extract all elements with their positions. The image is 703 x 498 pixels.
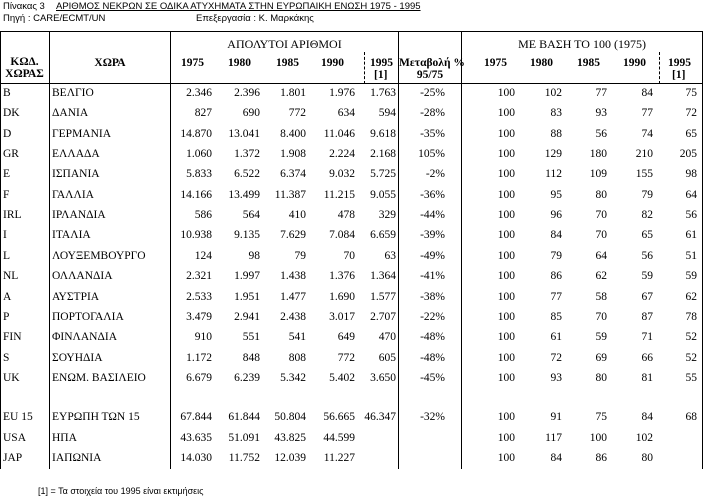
cell-index-1995: 64	[685, 189, 697, 201]
cell-change: -2%	[425, 168, 445, 180]
cell-index-1980: 83	[550, 107, 562, 119]
cell-1975: 14.166	[180, 189, 212, 201]
cell-index-1995: 62	[685, 291, 697, 303]
cell-code: A	[3, 291, 12, 303]
cell-1975: 2.533	[186, 291, 212, 303]
table-number: Πίνακας 3	[3, 1, 45, 12]
cell-1985: 7.629	[280, 229, 306, 241]
cell-index-1990: 74	[641, 128, 653, 140]
cell-country: ΕΥΡΩΠΗ ΤΩΝ 15	[52, 411, 140, 423]
cell-change: -35%	[420, 128, 445, 140]
cell-1995: 6.659	[370, 229, 396, 241]
cell-1995: 5.725	[370, 168, 396, 180]
cell-index-1995: 68	[685, 411, 697, 423]
cell-index-1990: 71	[641, 331, 653, 343]
cell-code: S	[3, 352, 10, 364]
cell-code: P	[3, 311, 10, 323]
cell-1995: 1.577	[370, 291, 396, 303]
cell-country: ΦΙΝΛΑΝΔΙΑ	[52, 331, 118, 343]
header-index-1995: 1995	[668, 57, 691, 69]
cell-1995: 470	[378, 331, 396, 343]
cell-index-1980: 129	[544, 148, 562, 160]
cell-change: -39%	[420, 229, 445, 241]
cell-1985: 1.908	[280, 148, 306, 160]
cell-1975: 43.635	[180, 432, 212, 444]
cell-country: ΑΥΣΤΡΙΑ	[52, 291, 100, 303]
cell-code: FIN	[3, 331, 22, 343]
cell-country: ΕΛΛΑΔΑ	[52, 148, 100, 160]
header-change-line1: Μεταβολή %	[399, 57, 465, 69]
cell-code: USA	[3, 432, 27, 444]
code-column-divider	[49, 31, 50, 469]
cell-index-1990: 65	[641, 229, 653, 241]
cell-country: ΠΟΡΤΟΓΑΛΙΑ	[52, 311, 124, 323]
cell-country: ΣΟΥΗΔΙΑ	[52, 352, 103, 364]
cell-index-1990: 155	[635, 168, 653, 180]
cell-1995: 2.707	[370, 311, 396, 323]
cell-change: -48%	[420, 331, 445, 343]
cell-index-1975: 100	[497, 168, 515, 180]
table-top-border	[0, 31, 703, 32]
cell-1985: 1.438	[280, 270, 306, 282]
cell-index-1985: 80	[595, 372, 607, 384]
cell-1975: 1.172	[186, 352, 212, 364]
cell-index-1990: 80	[641, 452, 653, 464]
cell-1995: 3.650	[370, 372, 396, 384]
cell-code: I	[3, 229, 7, 241]
cell-1985: 1.801	[280, 87, 306, 99]
cell-index-1990: 84	[641, 87, 653, 99]
cell-index-1995: 72	[685, 107, 697, 119]
cell-country: ΙΡΛΑΝΔΙΑ	[52, 209, 106, 221]
cell-index-1980: 93	[550, 372, 562, 384]
cell-1980: 564	[242, 209, 260, 221]
cell-1975: 3.479	[186, 311, 212, 323]
cell-code: NL	[3, 270, 19, 282]
cell-1975: 67.844	[180, 411, 212, 423]
cell-1975: 1.060	[186, 148, 212, 160]
cell-1980: 9.135	[234, 229, 260, 241]
cell-index-1995: 98	[685, 168, 697, 180]
cell-code: L	[3, 250, 11, 262]
cell-1985: 1.477	[280, 291, 306, 303]
cell-index-1975: 100	[497, 372, 515, 384]
cell-index-1980: 102	[544, 87, 562, 99]
cell-index-1985: 80	[595, 189, 607, 201]
cell-1990: 9.032	[329, 168, 355, 180]
cell-1980: 13.041	[228, 128, 260, 140]
cell-1975: 5.833	[186, 168, 212, 180]
table-left-border	[0, 31, 1, 469]
cell-index-1995: 78	[685, 311, 697, 323]
cell-1980: 2.396	[234, 87, 260, 99]
cell-1985: 11.387	[274, 189, 306, 201]
cell-change: -25%	[420, 87, 445, 99]
cell-index-1985: 69	[595, 352, 607, 364]
cell-1975: 586	[194, 209, 212, 221]
cell-1980: 11.752	[228, 452, 260, 464]
cell-index-1990: 79	[641, 189, 653, 201]
cell-index-1995: 61	[685, 229, 697, 241]
cell-1985: 50.804	[274, 411, 306, 423]
cell-index-1980: 88	[550, 128, 562, 140]
dashed-divider	[364, 52, 365, 84]
group-header-index: ΜΕ ΒΑΣΗ ΤΟ 100 (1975)	[518, 37, 646, 51]
cell-1980: 13.499	[228, 189, 260, 201]
cell-1990: 1.376	[329, 270, 355, 282]
cell-code: DK	[3, 107, 20, 119]
cell-1980: 1.372	[234, 148, 260, 160]
header-1995: 1995	[370, 57, 393, 69]
cell-code: IRL	[3, 209, 22, 221]
cell-index-1990: 84	[641, 411, 653, 423]
header-index-1980: 1980	[530, 57, 553, 69]
cell-country: ΓΑΛΛΙΑ	[52, 189, 94, 201]
cell-1990: 3.017	[329, 311, 355, 323]
cell-1975: 124	[194, 250, 212, 262]
cell-index-1980: 61	[550, 331, 562, 343]
header-country: ΧΩΡΑ	[94, 57, 126, 69]
cell-1995: 329	[378, 209, 396, 221]
header-1985: 1985	[276, 57, 299, 69]
cell-1995: 1.364	[370, 270, 396, 282]
cell-1995: 46.347	[364, 411, 396, 423]
cell-1985: 410	[288, 209, 306, 221]
cell-index-1985: 93	[595, 107, 607, 119]
cell-index-1990: 82	[641, 209, 653, 221]
cell-1985: 12.039	[274, 452, 306, 464]
cell-1990: 44.599	[323, 432, 355, 444]
cell-index-1995: 59	[685, 270, 697, 282]
header-1995-note: [1]	[374, 69, 388, 81]
cell-1980: 690	[242, 107, 260, 119]
cell-index-1980: 72	[550, 352, 562, 364]
source-note: Πηγή : CARE/ECMT/UN	[3, 13, 106, 24]
cell-index-1985: 64	[595, 250, 607, 262]
cell-index-1985: 86	[595, 452, 607, 464]
cell-index-1980: 84	[550, 452, 562, 464]
cell-1980: 61.844	[228, 411, 260, 423]
cell-index-1975: 100	[497, 229, 515, 241]
cell-1990: 2.224	[329, 148, 355, 160]
cell-index-1980: 95	[550, 189, 562, 201]
cell-index-1975: 100	[497, 352, 515, 364]
cell-1990: 5.402	[329, 372, 355, 384]
cell-1990: 772	[337, 352, 355, 364]
cell-index-1975: 100	[497, 270, 515, 282]
cell-1980: 98	[248, 250, 260, 262]
cell-1990: 478	[337, 209, 355, 221]
cell-index-1985: 62	[595, 270, 607, 282]
cell-country: ΙΤΑΛΙΑ	[52, 229, 91, 241]
cell-index-1990: 77	[641, 107, 653, 119]
cell-country: ΙΑΠΩΝΙΑ	[52, 452, 102, 464]
cell-country: ΟΛΛΑΝΔΙΑ	[52, 270, 113, 282]
header-code-line2: ΧΩΡΑΣ	[5, 68, 44, 80]
cell-1985: 808	[288, 352, 306, 364]
cell-1975: 2.346	[186, 87, 212, 99]
cell-index-1975: 100	[497, 311, 515, 323]
cell-index-1980: 96	[550, 209, 562, 221]
cell-index-1995: 52	[685, 331, 697, 343]
cell-1985: 772	[288, 107, 306, 119]
cell-change: -28%	[420, 107, 445, 119]
cell-index-1980: 84	[550, 229, 562, 241]
cell-1990: 1.976	[329, 87, 355, 99]
cell-index-1995: 52	[685, 352, 697, 364]
cell-index-1975: 100	[497, 432, 515, 444]
cell-country: ΔΑΝΙΑ	[52, 107, 89, 119]
header-index-1975: 1975	[484, 57, 507, 69]
cell-change: -45%	[420, 372, 445, 384]
cell-index-1980: 77	[550, 291, 562, 303]
header-index-1990: 1990	[623, 57, 646, 69]
cell-1990: 11.227	[323, 452, 355, 464]
cell-1990: 11.215	[323, 189, 355, 201]
cell-1995: 2.168	[370, 148, 396, 160]
cell-index-1980: 112	[545, 168, 562, 180]
cell-index-1995: 55	[685, 372, 697, 384]
cell-index-1995: 65	[685, 128, 697, 140]
cell-code: D	[3, 128, 12, 140]
header-bottom-border	[0, 83, 703, 84]
cell-1990: 7.084	[329, 229, 355, 241]
cell-index-1985: 70	[595, 311, 607, 323]
cell-code: GR	[3, 148, 19, 160]
cell-index-1975: 100	[497, 128, 515, 140]
group-header-absolute: ΑΠΟΛΥΤΟΙ ΑΡΙΘΜΟΙ	[227, 37, 342, 51]
cell-index-1995: 75	[685, 87, 697, 99]
cell-code: EU 15	[3, 411, 33, 423]
cell-index-1990: 210	[635, 148, 653, 160]
cell-index-1975: 100	[497, 411, 515, 423]
cell-index-1975: 100	[497, 331, 515, 343]
footnote: [1] = Τα στοιχεία του 1995 είναι εκτιμήσεις	[38, 486, 204, 496]
cell-1980: 1.997	[234, 270, 260, 282]
header-change-line2: 95/75	[416, 69, 444, 81]
cell-country: ΓΕΡΜΑΝΙΑ	[52, 128, 112, 140]
cell-index-1980: 91	[550, 411, 562, 423]
cell-index-1990: 67	[641, 291, 653, 303]
cell-index-1975: 100	[497, 107, 515, 119]
cell-code: UK	[3, 372, 20, 384]
cell-index-1975: 100	[497, 87, 515, 99]
cell-index-1985: 56	[595, 128, 607, 140]
cell-index-1995: 56	[685, 209, 697, 221]
cell-index-1980: 86	[550, 270, 562, 282]
cell-index-1975: 100	[497, 148, 515, 160]
cell-change: -49%	[420, 250, 445, 262]
cell-1995: 9.055	[370, 189, 396, 201]
cell-change: -44%	[420, 209, 445, 221]
table-title: ΑΡΙΘΜΟΣ ΝΕΚΡΩΝ ΣΕ ΟΔΙΚΑ ΑΤΥΧΗΜΑΤΑ ΣΤΗΝ ΕΥΡΩΠΑΙΚΗ ΕΝΩΣΗ 1975 - 1995	[56, 1, 421, 12]
cell-change: -41%	[420, 270, 445, 282]
cell-change: -48%	[420, 352, 445, 364]
cell-index-1990: 56	[641, 250, 653, 262]
cell-1990: 649	[337, 331, 355, 343]
cell-change: -22%	[420, 311, 445, 323]
header-1980: 1980	[228, 57, 251, 69]
cell-1990: 634	[337, 107, 355, 119]
cell-index-1975: 100	[497, 250, 515, 262]
cell-1975: 6.679	[186, 372, 212, 384]
cell-1980: 2.941	[234, 311, 260, 323]
cell-1995: 594	[378, 107, 396, 119]
cell-index-1985: 77	[595, 87, 607, 99]
cell-index-1990: 66	[641, 352, 653, 364]
cell-1985: 43.825	[274, 432, 306, 444]
cell-1985: 8.400	[280, 128, 306, 140]
cell-1975: 10.938	[180, 229, 212, 241]
cell-country: ΕΝΩΜ. ΒΑΣΙΛΕΙΟ	[52, 372, 146, 384]
header-1990: 1990	[321, 57, 344, 69]
cell-1995: 9.618	[370, 128, 396, 140]
cell-index-1980: 79	[550, 250, 562, 262]
cell-1980: 1.951	[234, 291, 260, 303]
cell-1980: 6.522	[234, 168, 260, 180]
cell-country: ΒΕΛΓΙΟ	[52, 87, 94, 99]
cell-1985: 6.374	[280, 168, 306, 180]
cell-code: B	[3, 87, 11, 99]
cell-1975: 14.870	[180, 128, 212, 140]
cell-1985: 541	[288, 331, 306, 343]
cell-1990: 11.046	[323, 128, 355, 140]
cell-index-1975: 100	[497, 291, 515, 303]
cell-1975: 910	[194, 331, 212, 343]
cell-change: -36%	[420, 189, 445, 201]
cell-change: -38%	[420, 291, 445, 303]
cell-index-1990: 102	[635, 432, 653, 444]
cell-1980: 51.091	[228, 432, 260, 444]
cell-index-1980: 117	[545, 432, 562, 444]
cell-index-1990: 59	[641, 270, 653, 282]
cell-index-1990: 81	[641, 372, 653, 384]
header-index-1985: 1985	[577, 57, 600, 69]
header-1975: 1975	[181, 57, 204, 69]
cell-index-1985: 70	[595, 209, 607, 221]
cell-1990: 56.665	[323, 411, 355, 423]
cell-index-1985: 58	[595, 291, 607, 303]
cell-1980: 848	[242, 352, 260, 364]
cell-index-1995: 205	[679, 148, 697, 160]
cell-1980: 6.239	[234, 372, 260, 384]
cell-1995: 1.763	[370, 87, 396, 99]
cell-1995: 63	[384, 250, 396, 262]
cell-country: ΙΣΠΑΝΙΑ	[52, 168, 100, 180]
cell-1995: 605	[378, 352, 396, 364]
cell-index-1985: 100	[589, 432, 607, 444]
cell-index-1975: 100	[497, 452, 515, 464]
cell-country: ΛΟΥΞΕΜΒΟΥΡΓΟ	[52, 250, 146, 262]
cell-1980: 551	[242, 331, 260, 343]
dashed-divider	[659, 52, 660, 84]
processing-note: Επεξεργασία : Κ. Μαρκάκης	[196, 13, 314, 24]
cell-change: -32%	[420, 411, 445, 423]
cell-1975: 2.321	[186, 270, 212, 282]
cell-1990: 1.690	[329, 291, 355, 303]
cell-index-1975: 100	[497, 189, 515, 201]
cell-index-1975: 100	[497, 209, 515, 221]
cell-change: 105%	[418, 148, 445, 160]
cell-country: ΗΠΑ	[52, 432, 77, 444]
cell-index-1985: 109	[589, 168, 607, 180]
cell-code: JAP	[3, 452, 23, 464]
cell-1975: 827	[194, 107, 212, 119]
cell-index-1990: 87	[641, 311, 653, 323]
cell-1990: 70	[343, 250, 355, 262]
cell-index-1985: 75	[595, 411, 607, 423]
cell-index-1980: 85	[550, 311, 562, 323]
header-code-line1: ΚΩΔ.	[10, 56, 39, 68]
header-index-1995-note: [1]	[672, 69, 686, 81]
cell-1985: 79	[294, 250, 306, 262]
cell-index-1985: 70	[595, 229, 607, 241]
cell-index-1985: 59	[595, 331, 607, 343]
cell-1985: 2.438	[280, 311, 306, 323]
cell-code: F	[3, 189, 10, 201]
cell-code: E	[3, 168, 11, 180]
cell-1975: 14.030	[180, 452, 212, 464]
cell-1985: 5.342	[280, 372, 306, 384]
cell-index-1985: 180	[589, 148, 607, 160]
cell-index-1995: 51	[685, 250, 697, 262]
